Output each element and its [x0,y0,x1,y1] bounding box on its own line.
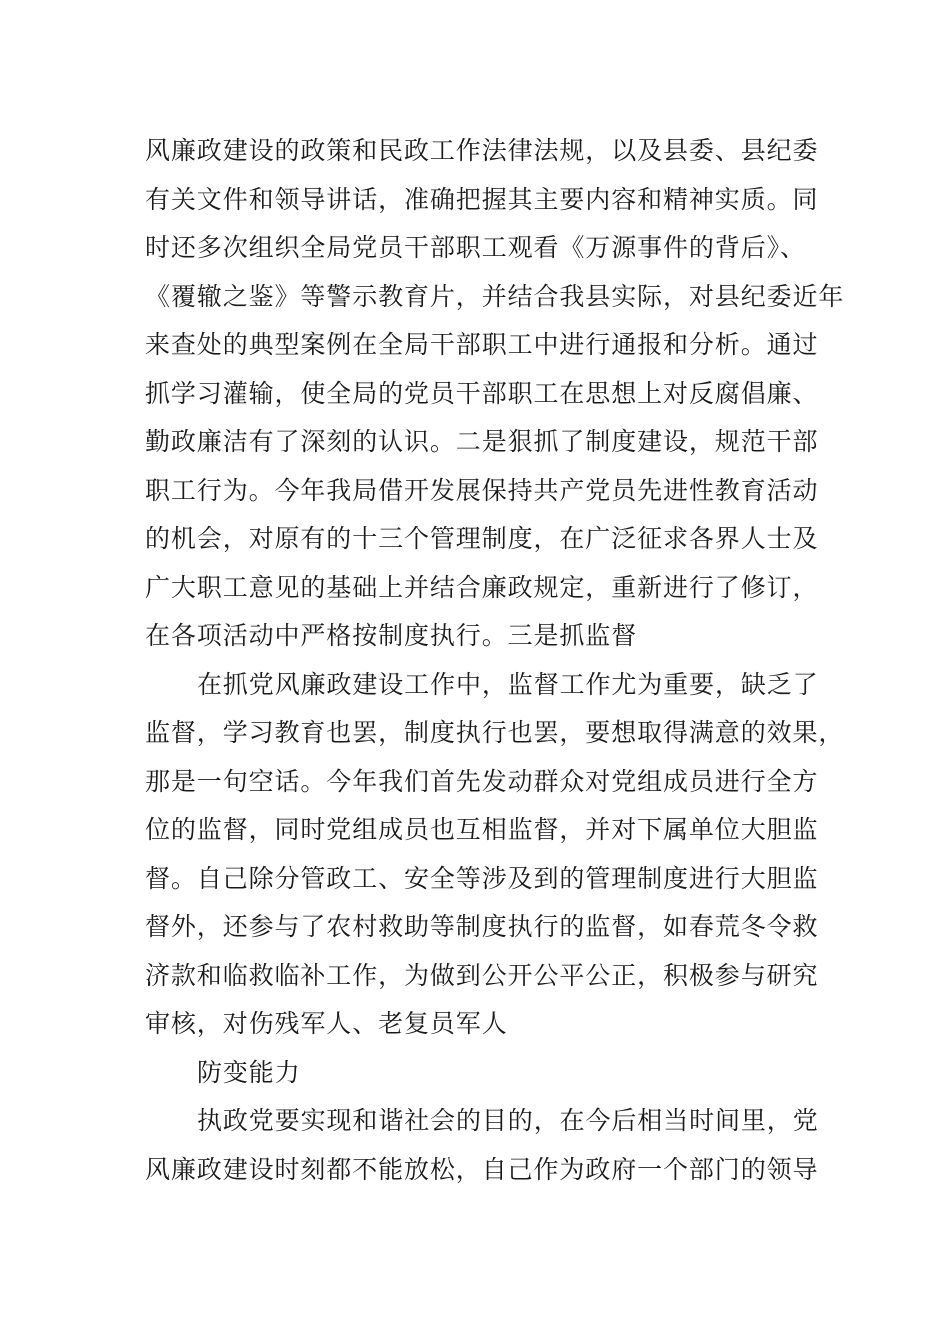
text-line: 的机会，对原有的十三个管理制度，在广泛征求各界人士及 [145,524,819,553]
text-line: 风廉政建设时刻都不能放松，自己作为政府一个部门的领导 [145,1154,819,1184]
text-line: 勤政廉洁有了深刻的认识。二是狠抓了制度建设，规范干部 [145,427,819,456]
text-line: 督外，还参与了农村救助等制度执行的监督，如春荒冬令救 [145,912,819,941]
text-line: 在抓党风廉政建设工作中，监督工作尤为重要，缺乏了 [197,669,819,699]
text-line: 风廉政建设的政策和民政工作法律法规，以及县委、县纪委 [145,136,819,165]
text-line: 来查处的典型案例在全局干部职工中进行通报和分析。通过 [145,330,819,359]
text-line: 广大职工意见的基础上并结合廉政规定，重新进行了修订， [145,572,819,602]
text-line: 监督，学习教育也罢，制度执行也罢，要想取得满意的效果， [145,718,845,747]
text-line: 抓学习灌输，使全局的党员干部职工在思想上对反腐倡廉、 [145,378,819,408]
text-line: 在各项活动中严格按制度执行。三是抓监督 [145,621,638,650]
text-line: 执政党要实现和谐社会的目的，在今后相当时间里，党 [197,1106,819,1135]
text-line: 审核，对伤残军人、老复员军人 [145,1009,508,1038]
text-line: 济款和临救临补工作，为做到公开公平公正，积极参与研究 [145,960,819,990]
text-line: 时还多次组织全局党员干部职工观看《万源事件的背后》、 [145,233,806,262]
text-line: 有关文件和领导讲话，准确把握其主要内容和精神实质。同 [145,184,819,214]
text-line: 职工行为。今年我局借开发展保持共产党员先进性教育活动 [145,475,819,505]
text-line: 《覆辙之鉴》等警示教育片，并结合我县实际，对县纪委近年 [145,281,845,311]
document-body [145,127,845,1194]
text-line: 那是一句空话。今年我们首先发动群众对党组成员进行全方 [145,766,819,796]
text-line: 位的监督，同时党组成员也互相监督，并对下属单位大胆监 [145,815,819,844]
text-line: 督。自己除分管政工、安全等涉及到的管理制度进行大胆监 [145,863,819,893]
text-line: 防变能力 [197,1057,301,1087]
